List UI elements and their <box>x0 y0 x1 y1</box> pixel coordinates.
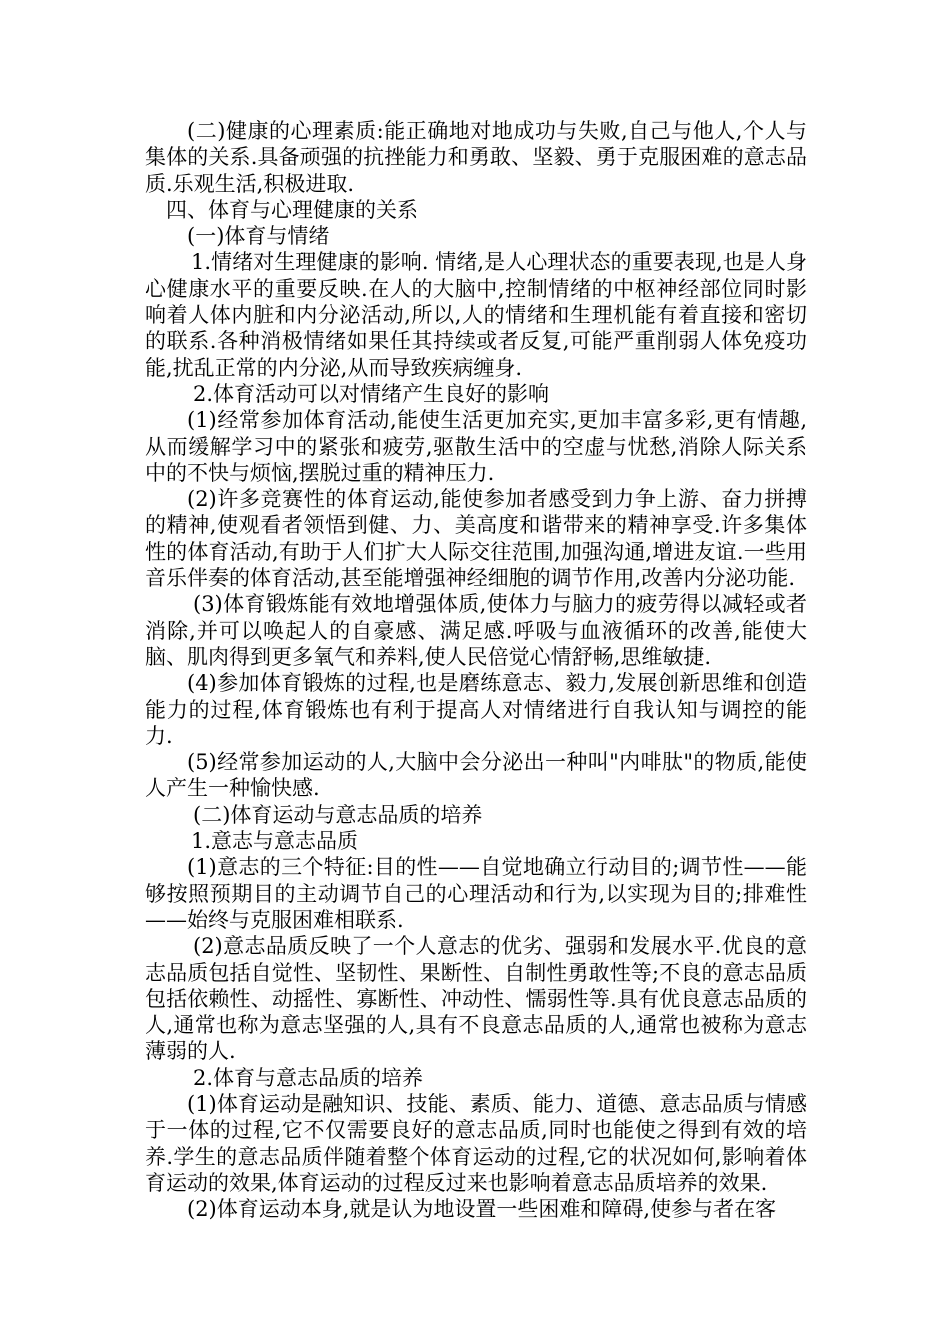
document-page <box>145 118 807 1222</box>
subheading-sports-emotion-effect: 2.体育活动可以对情绪产生良好的影响 <box>193 381 550 406</box>
paragraph-emotion-physiology: 1.情绪对生理健康的影响. 情绪,是人心理状态的重要表现,也是人身心健康水平的重要反映.在人的大脑中,控制情绪的中枢神经部位同时影响着人体内脏和内分泌活动,所以,人的情绪和生理机能有着直接和密切的联系.各种消极情绪如果任其持续或者反复,可能严重削弱人体免疫功能,扰乱正常的内分泌,从而导致疾病缠身. <box>145 250 807 380</box>
paragraph-mental-quality: (二)健康的心理素质:能正确地对地成功与失败,自己与他人,个人与集体的关系.具备顽强的抗挫能力和勇敢、坚毅、勇于克服困难的意志品质.乐观生活,积极进取. <box>145 119 807 196</box>
paragraph-item-3: (3)体育锻炼能有效地增强体质,使体力与脑力的疲劳得以减轻或者消除,并可以唤起人的自豪感、满足感.呼吸与血液循环的改善,能使大脑、肌肉得到更多氧气和养料,使人民倍觉心情舒畅,思维敏捷. <box>145 592 807 669</box>
subheading-sports-emotion: (一)体育与情绪 <box>187 224 330 249</box>
paragraph-will-features: (1)意志的三个特征:目的性——自觉地确立行动目的;调节性——能够按照预期目的主动调节自己的心理活动和行为,以实现为目的;排难性——始终与克服困难相联系. <box>145 855 807 932</box>
paragraph-cultivation-2: (2)体育运动本身,就是认为地设置一些困难和障碍,使参与者在客 <box>187 1197 777 1222</box>
subheading-will-quality: (二)体育运动与意志品质的培养 <box>193 802 483 827</box>
paragraph-item-1: (1)经常参加体育活动,能使生活更加充实,更加丰富多彩,更有情趣,从而缓解学习中的紧张和疲劳,驱散生活中的空虚与忧愁,消除人际关系中的不快与烦恼,摆脱过重的精神压力. <box>145 408 807 485</box>
subheading-will-definition: 1.意志与意志品质 <box>191 829 359 854</box>
paragraph-cultivation-1: (1)体育运动是融知识、技能、素质、能力、道德、意志品质与情感于一体的过程,它不仅需要良好的意志品质,同时也能使之得到有效的培养.学生的意志品质伴随着整个体育运动的过程,它的状况如何,影响着体育运动的效果,体育运动的过程反过来也影响着意志品质培养的效果. <box>145 1091 807 1195</box>
paragraph-item-4: (4)参加体育锻炼的过程,也是磨练意志、毅力,发展创新思维和创造能力的过程,体育锻炼也有利于提高人对情绪进行自我认知与调控的能力. <box>145 671 807 748</box>
subheading-sports-will-cultivation: 2.体育与意志品质的培养 <box>193 1065 424 1090</box>
paragraph-item-2: (2)许多竞赛性的体育运动,能使参加者感受到力争上游、奋力拼搏的精神,使观看者领悟到健、力、美高度和谐带来的精神享受.许多集体性的体育活动,有助于人们扩大人际交往范围,加强沟通,增进友谊.一些用音乐伴奏的体育活动,甚至能增强神经细胞的调节作用,改善内分泌功能. <box>145 487 807 591</box>
section-heading-sports-mental-health: 四、体育与心理健康的关系 <box>166 197 418 222</box>
paragraph-item-5: (5)经常参加运动的人,大脑中会分泌出一种叫"内啡肽"的物质,能使人产生一种愉快感. <box>145 750 807 801</box>
paragraph-will-quality-types: (2)意志品质反映了一个人意志的优劣、强弱和发展水平.优良的意志品质包括自觉性、坚韧性、果断性、自制性勇敢性等;不良的意志品质包括依赖性、动摇性、寡断性、冲动性、懦弱性等.具有优良意志品质的人,通常也称为意志坚强的人,具有不良意志品质的人,通常也被称为意志薄弱的人. <box>145 934 807 1064</box>
